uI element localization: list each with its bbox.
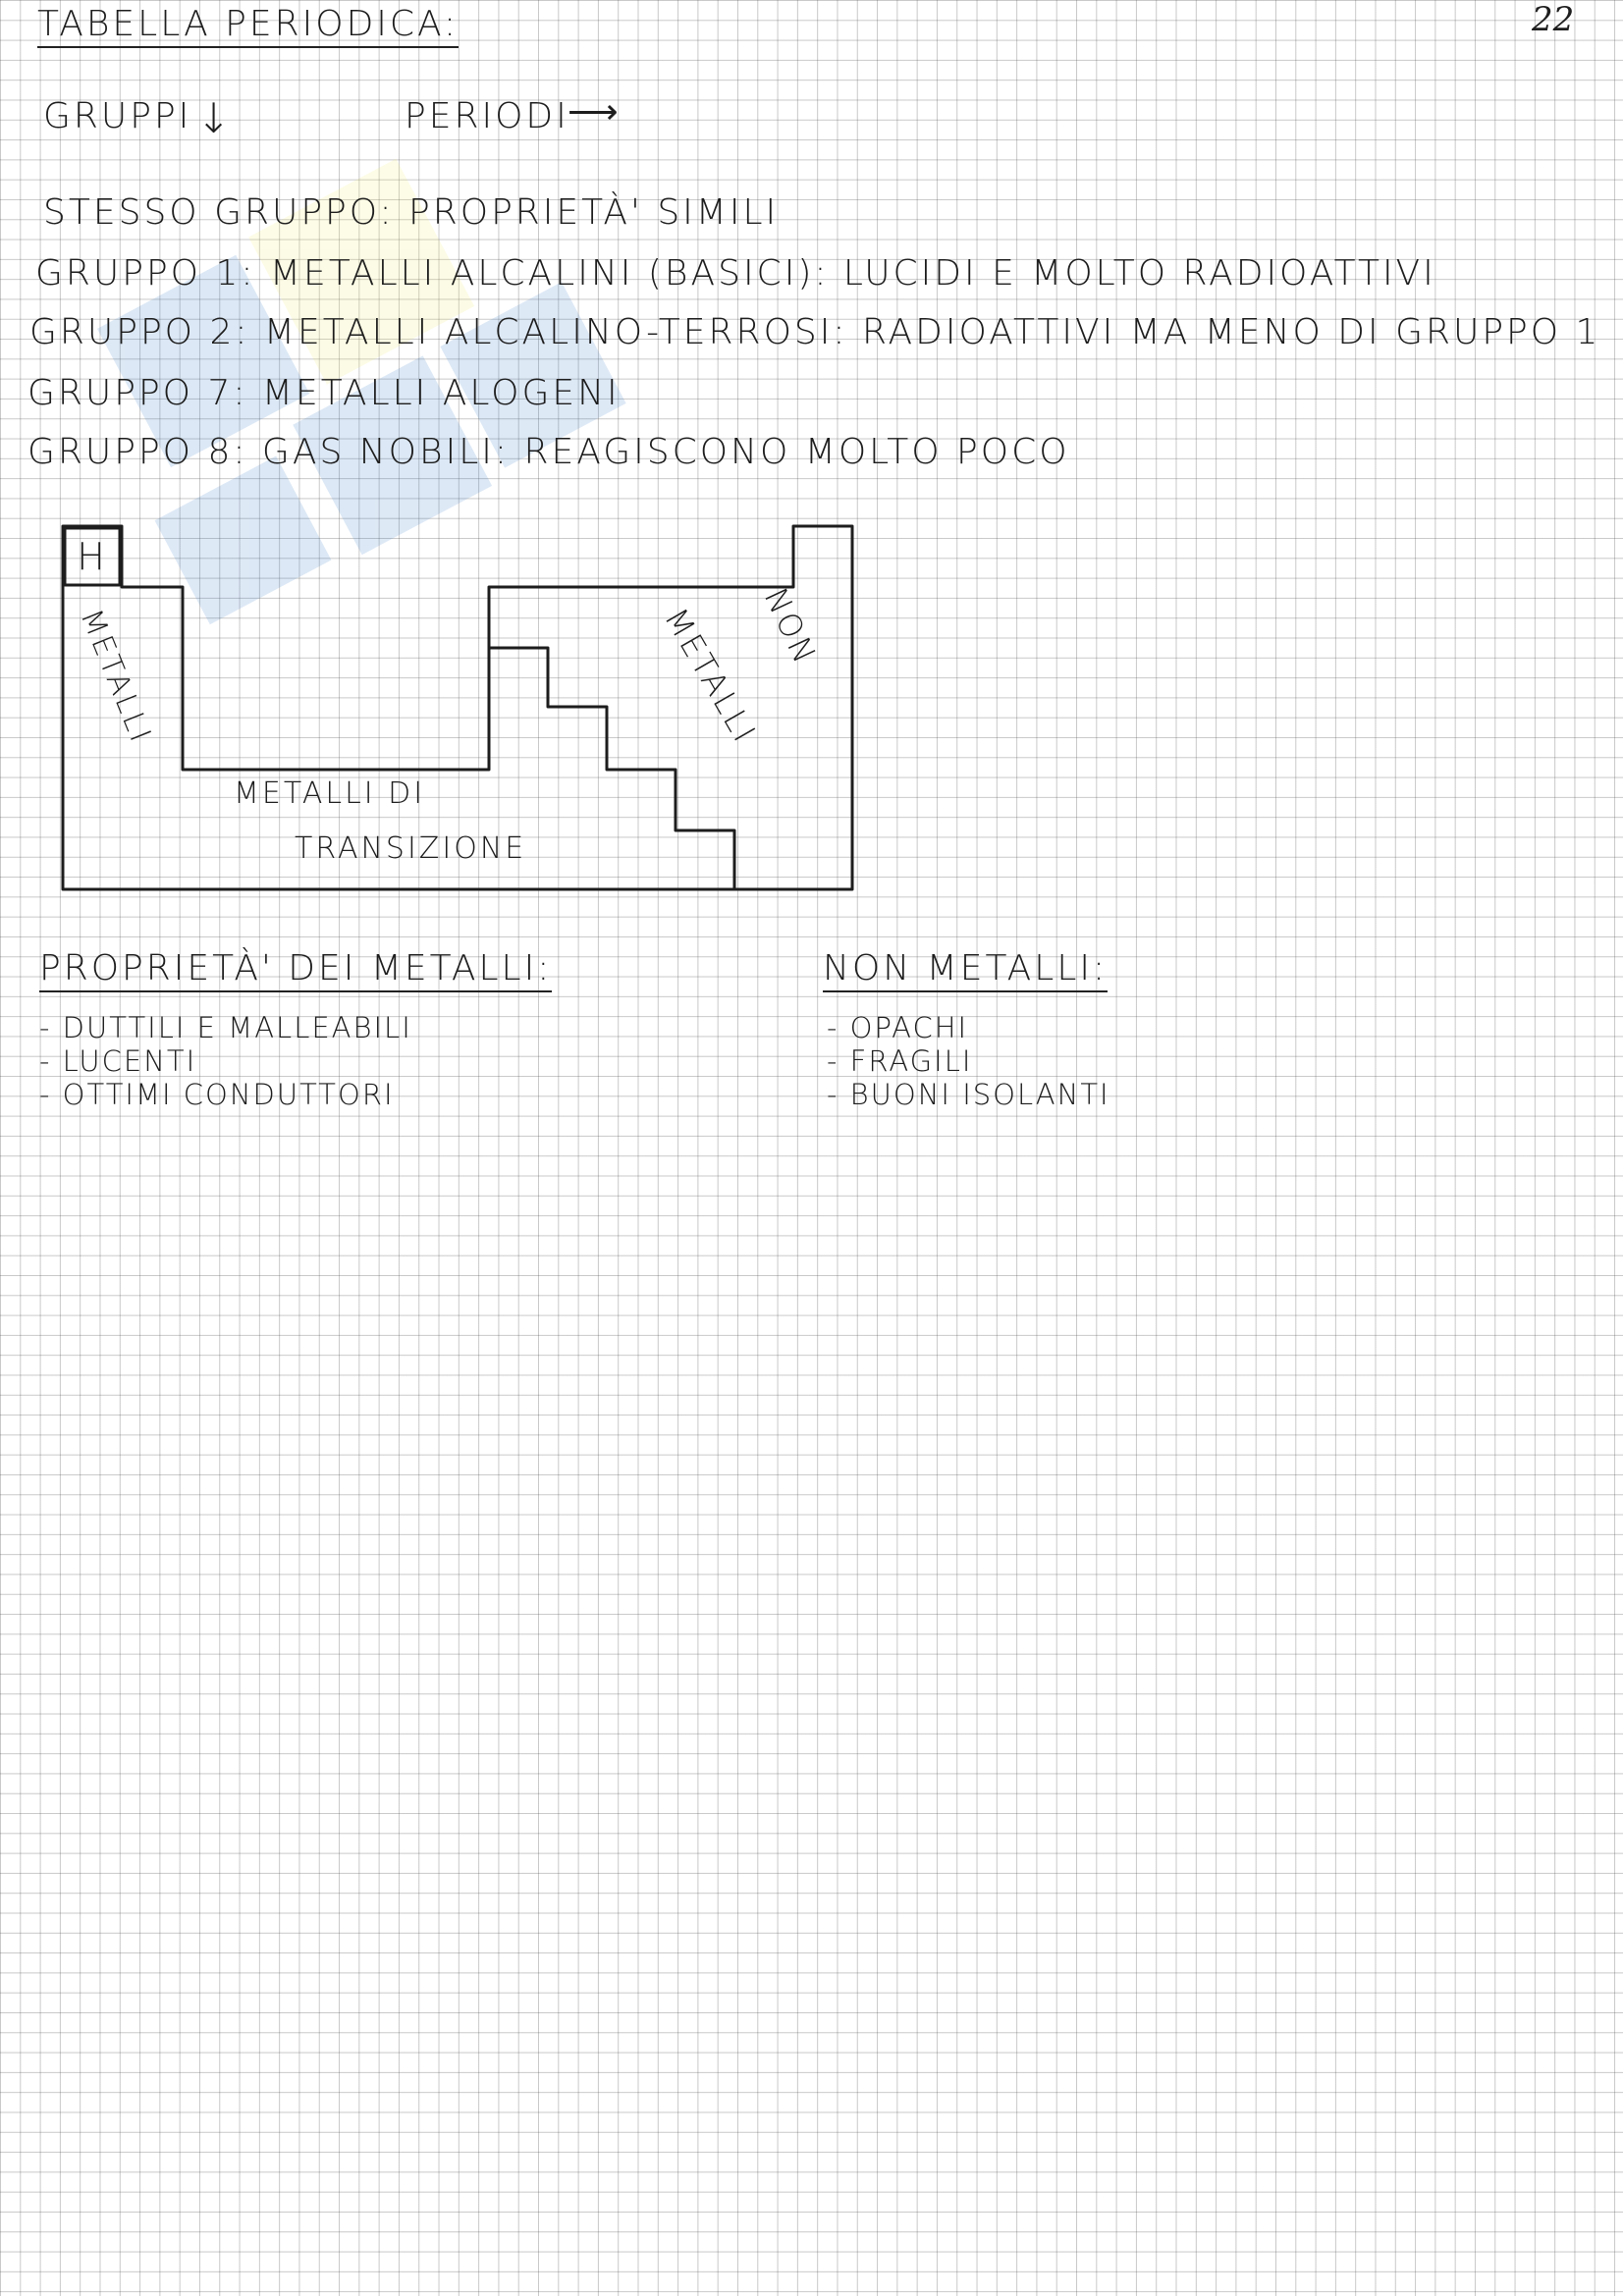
metals-property-item: - LUCENTI	[39, 1044, 197, 1078]
non-metals-properties-heading: NON METALLI:	[823, 948, 1108, 992]
transition-metals-label: TRANSIZIONE	[295, 831, 527, 866]
groups-arrow-icon: ↓	[196, 94, 235, 142]
metal-boundary	[489, 648, 734, 889]
metals-property-item: - DUTTILI E MALLEABILI	[39, 1011, 412, 1044]
hydrogen-symbol: H	[77, 535, 108, 578]
non-metals-property-item: - OPACHI	[827, 1011, 969, 1044]
note-line: GRUPPO 8: GAS NOBILI: REAGISCONO MOLTO POCO	[27, 432, 1070, 472]
periods-arrow-icon: ⟶	[568, 92, 622, 133]
page-number: 22	[1532, 0, 1575, 39]
non-label: NON	[756, 582, 825, 671]
note-line: GRUPPO 2: METALLI ALCALINO-TERROSI: RADIOATTIVI MA MENO DI GRUPPO 1	[29, 312, 1601, 352]
hydrogen-box	[65, 528, 120, 585]
non-metals-label: METALLI	[657, 602, 765, 751]
groups-label: GRUPPI	[43, 96, 192, 136]
table-outline	[63, 526, 852, 889]
note-line: GRUPPO 1: METALLI ALCALINI (BASICI): LUCIDI E MOLTO RADIOATTIVI	[35, 253, 1436, 294]
periods-label: PERIODI	[405, 96, 569, 136]
watermark-logo	[59, 79, 746, 766]
transition-metals-label: METALLI DI	[234, 776, 426, 811]
page-title: TABELLA PERIODICA:	[37, 4, 459, 48]
note-line: GRUPPO 7: METALLI ALOGENI	[27, 373, 621, 413]
note-line: STESSO GRUPPO: PROPRIETÀ' SIMILI	[43, 192, 780, 233]
non-metals-property-item: - FRAGILI	[827, 1044, 973, 1078]
non-metals-property-item: - BUONI ISOLANTI	[827, 1078, 1110, 1111]
metals-label: METALLI	[73, 604, 159, 750]
metals-property-item: - OTTIMI CONDUTTORI	[39, 1078, 395, 1111]
metals-properties-heading: PROPRIETÀ' DEI METALLI:	[39, 948, 552, 992]
